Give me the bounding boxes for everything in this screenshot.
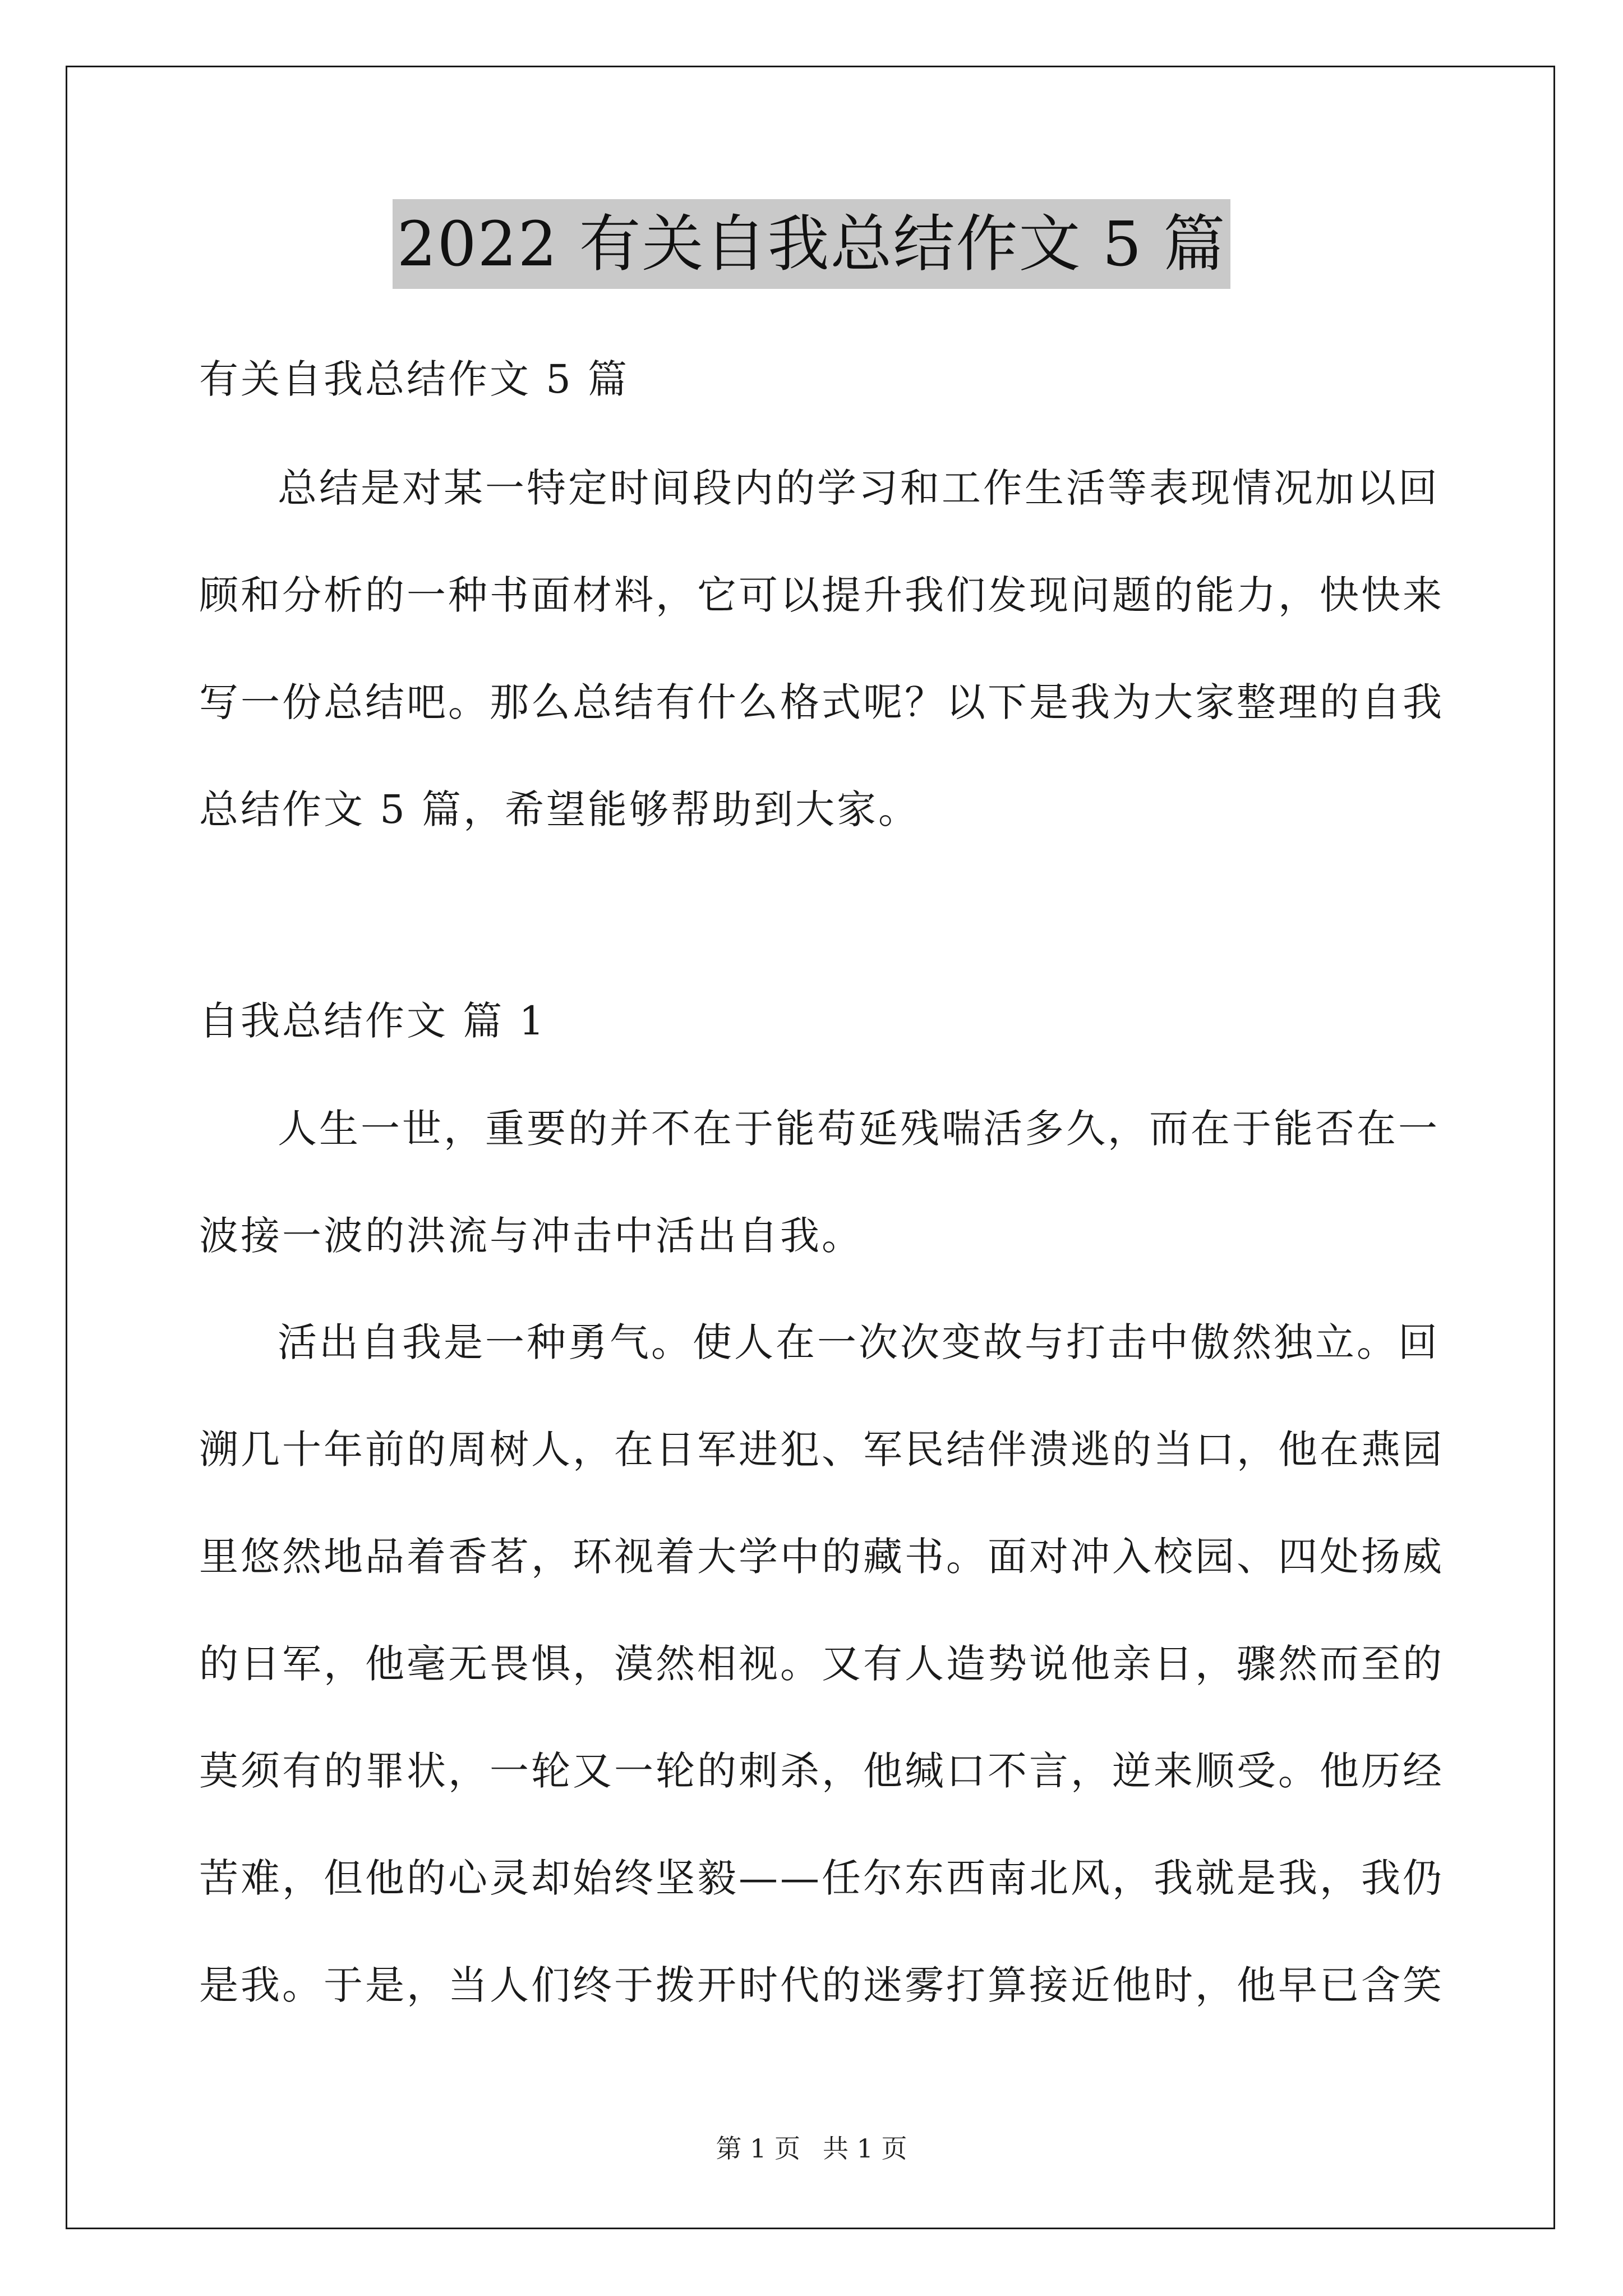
page-title: 2022 有关自我总结作文 5 篇 xyxy=(393,199,1231,289)
paragraph-2 xyxy=(199,1314,1444,2013)
intro-line-1: 总结是对某一特定时间段内的学习和工作生活等表现情况加以回 xyxy=(278,465,1440,511)
para2-line-6: 苦难，但他的心灵却始终坚毅——任尔东西南北风，我就是我，我仍 xyxy=(199,1855,1444,1901)
para2-line-1: 活出自我是一种勇气。使人在一次次变故与打击中傲然独立。回 xyxy=(278,1319,1440,1365)
subtitle: 有关自我总结作文 5 篇 xyxy=(199,356,630,402)
subtitle-block xyxy=(199,351,1433,407)
para1-line-1: 人生一世，重要的并不在于能苟延残喘活多久，而在于能否在一 xyxy=(278,1106,1440,1152)
intro-line-2: 顾和分析的一种书面材料，它可以提升我们发现问题的能力，快快来 xyxy=(199,572,1444,618)
para2-line-5: 莫须有的罪状，一轮又一轮的刺杀，他缄口不言，逆来顺受。他历经 xyxy=(199,1748,1444,1794)
title-block xyxy=(0,199,1623,289)
intro-paragraph xyxy=(199,460,1444,838)
para2-line-2: 溯几十年前的周树人，在日军进犯、军民结伴溃逃的当口，他在燕园 xyxy=(199,1427,1444,1473)
section-heading: 自我总结作文 篇 1 xyxy=(199,998,547,1044)
paragraph-1 xyxy=(199,1101,1440,1264)
para2-line-3: 里悠然地品着香茗，环视着大学中的藏书。面对冲入校园、四处扬威 xyxy=(199,1534,1444,1580)
page-total: 共 1 页 xyxy=(823,2133,907,2164)
section-heading-block xyxy=(199,993,1433,1049)
para1-line-2: 波接一波的洪流与冲击中活出自我。 xyxy=(199,1213,863,1259)
page-footer xyxy=(0,2132,1623,2165)
intro-line-3: 写一份总结吧。那么总结有什么格式呢？以下是我为大家整理的自我 xyxy=(199,679,1444,725)
para2-line-4: 的日军，他毫无畏惧，漠然相视。又有人造势说他亲日，骤然而至的 xyxy=(199,1641,1444,1687)
para2-line-7: 是我。于是，当人们终于拨开时代的迷雾打算接近他时，他早已含笑 xyxy=(199,1962,1444,2008)
intro-line-4: 总结作文 5 篇，希望能够帮助到大家。 xyxy=(199,786,920,832)
page-number: 第 1 页 xyxy=(716,2133,800,2164)
